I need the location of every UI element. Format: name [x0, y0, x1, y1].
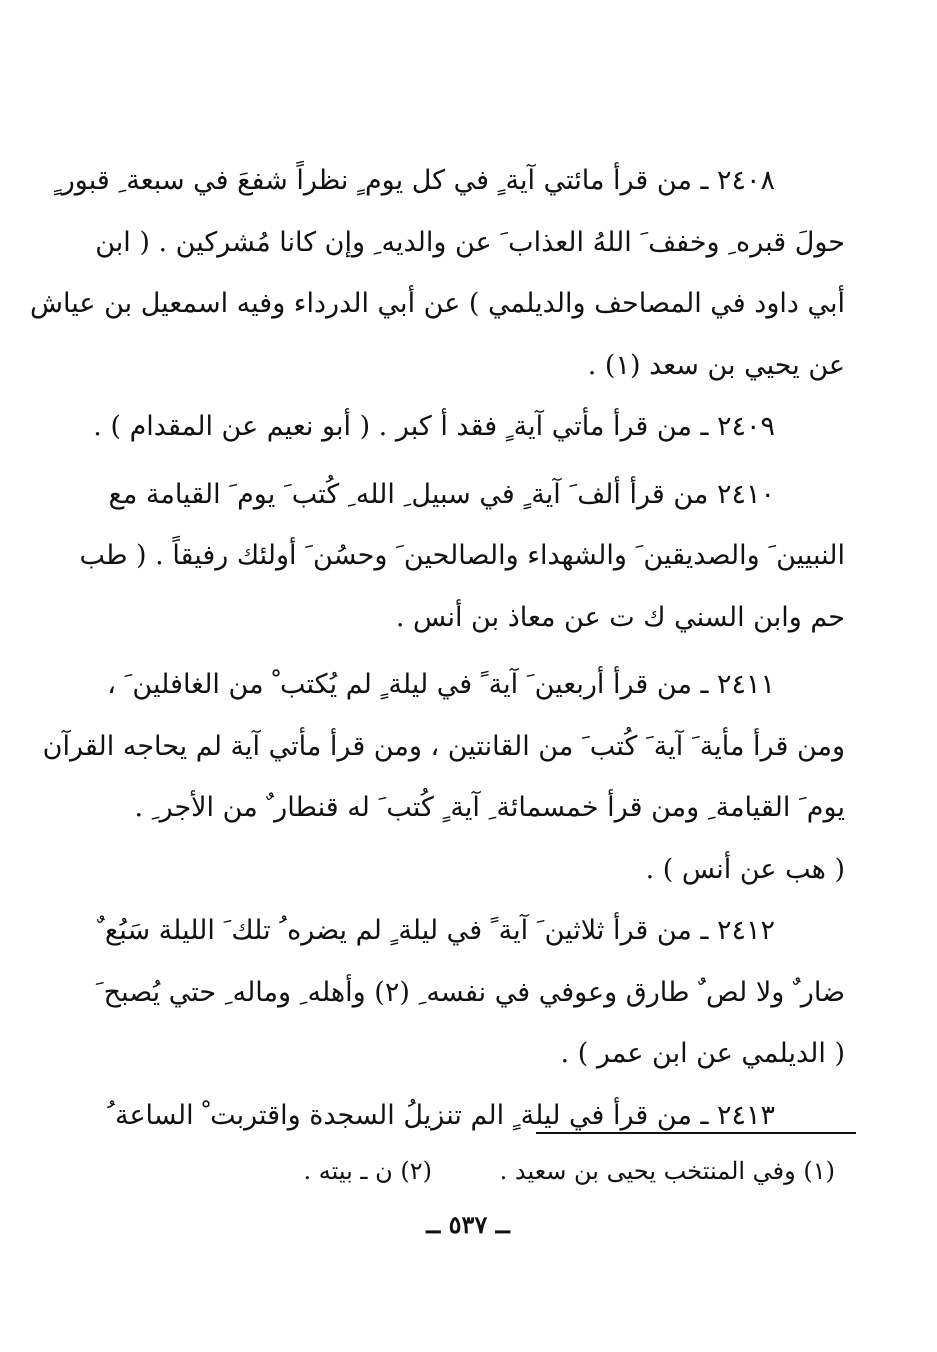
hadith-2408-line-4: عن يحيي بن سعد (١) .: [587, 349, 845, 381]
hadith-2411-line-3: يوم َ القيامة ِ ومن قرأ خمسمائة ِ آية ٍ كُتب َ له قنطار ٌ من الأجر ِ .: [134, 792, 845, 823]
hadith-2412-line-3: ( الديلمي عن ابن عمر ) .: [560, 1038, 845, 1069]
hadith-2411-line-1: ٢٤١١ ـ من قرأ أربعين َ آية ً في ليلة ٍ لم يُكتب ْ من الغافلين َ ،: [107, 669, 775, 700]
hadith-2412-line-1: ٢٤١٢ ـ من قرأ ثلاثين َ آية ً في ليلة ٍ لم يضره ُ تلك َ الليلة سَبُع ٌ: [97, 915, 775, 946]
hadith-2409-line-1: ٢٤٠٩ ـ من قرأ مأتي آية ٍ فقد أ كبر . ( أبو نعيم عن المقدام ) .: [93, 411, 775, 442]
hadith-2410-line-2: النبيين َ والصديقين َ والشهداء والصالحين َ وحسُن َ أولئك رفيقاً . ( طب: [79, 540, 845, 571]
hadith-2410-line-1: ٢٤١٠ من قرأ ألف َ آية ٍ في سبيل ِ الله ِ كُتب َ يوم َ القيامة مع: [108, 478, 775, 510]
hadith-2411-line-4: ( هب عن أنس ) .: [645, 853, 845, 885]
footnote-1: (١) وفي المنتخب يحيى بن سعيد .: [499, 1157, 835, 1185]
footnote-2: (٢) ن ـ بيته .: [303, 1157, 432, 1185]
hadith-2408-line-3: أبي داود في المصاحف والديلمي ) عن أبي الدرداء وفيه اسمعيل بن عياش: [30, 288, 845, 319]
body-text: [30, 150, 845, 1146]
footnotes: [290, 1146, 835, 1196]
hadith-2412-line-2: ضار ٌ ولا لص ٌ طارق وعوفي في نفسه ِ (٢) وأهله ِ وماله ِ حتي يُصبح َ: [95, 976, 845, 1008]
hadith-2413-line-1: ٢٤١٣ ـ من قرأ في ليلة ٍ الم تنزيلُ السجدة واقتربت ْ الساعة ُ: [107, 1099, 775, 1131]
hadith-2408-line-2: حولَ قبره ِ وخفف َ اللهُ العذاب َ عن والديه ِ وإن كانا مُشركين . ( ابن: [95, 226, 845, 258]
hadith-2411-line-2: ومن قرأ مأية َ آية َ كُتب َ من القانتين ، ومن قرأ مأتي آية لم يحاجه القرآن: [42, 730, 845, 762]
page-number: ــ ٥٣٧ ــ: [426, 1210, 510, 1239]
hadith-2410-line-3: حم وابن السني ك ت عن معاذ بن أنس .: [395, 601, 845, 633]
hadith-2408-line-1: ٢٤٠٨ ـ من قرأ مائتي آية ٍ في كل يوم ٍ نظراً شفعَ في سبعة ِ قبور ٍ: [53, 165, 775, 196]
footnote-divider: [536, 1132, 856, 1134]
